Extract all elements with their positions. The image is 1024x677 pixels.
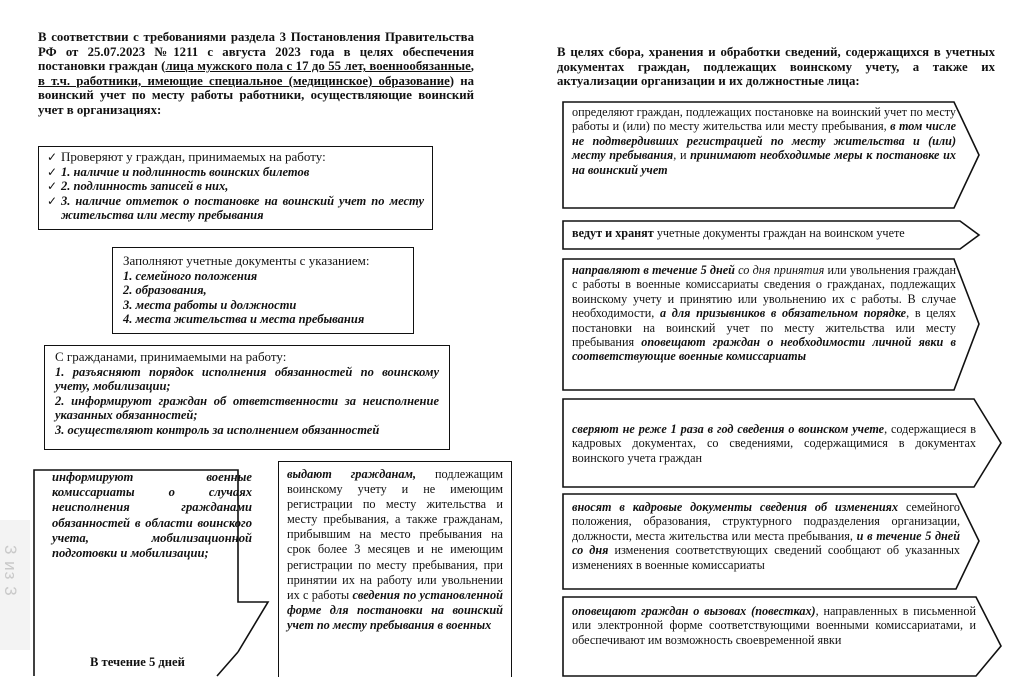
box-text bbox=[572, 226, 962, 240]
box-text bbox=[572, 604, 976, 647]
hired-item: 2. информируют граждан об ответственности за неисполнение указанных обязанностей; bbox=[55, 393, 439, 422]
check-title: Проверяют у граждан, принимаемых на работу: bbox=[61, 149, 326, 164]
hired-title: С гражданами, принимаемыми на работу: bbox=[55, 349, 287, 364]
checkmark-icon: ✓ bbox=[47, 164, 58, 179]
hired-item: 3. осуществляют контроль за исполнением обязанностей bbox=[55, 422, 380, 437]
text-emph: оповещают граждан о вызовах (повестках) bbox=[572, 604, 816, 618]
box-text bbox=[572, 263, 956, 364]
text-emph: и в течение 5 дней со дня bbox=[572, 528, 960, 558]
box-text bbox=[572, 105, 956, 177]
fill-item: 3. места работы и должности bbox=[123, 297, 297, 312]
arrow-box-notify bbox=[562, 596, 1002, 677]
arrow-box-keep bbox=[562, 220, 980, 250]
issue-body: подлежащим воинскому учету и не имеющим регистрации по месту жительства и месту пребывания, а также гражданам, прибывшим на место пребывания на срок более 3 месяцев и не имеющим регистрации по месту пребывания, при принятии их на работу или увольнении их с работы bbox=[287, 467, 503, 602]
fill-item: 1. семейного положения bbox=[123, 268, 258, 283]
text: определяют граждан, подлежащих постановке на воинский учет по месту работы и (или) по месту жительства или месту пребывания, bbox=[572, 105, 956, 134]
check-item-text: 3. наличие отметок о постановке на воинский учет по месту жительства или месту пребывания bbox=[61, 193, 424, 222]
hired-box bbox=[44, 345, 450, 450]
page-number-text: 3 из 3 bbox=[1, 545, 20, 597]
text: учетные документы граждан на воинском учете bbox=[653, 226, 905, 240]
fill-item: 4. места жительства и места пребывания bbox=[123, 312, 365, 326]
box-text bbox=[572, 422, 976, 465]
checkmark-icon: ✓ bbox=[47, 193, 58, 208]
text-emph: а для призывников в обязательном порядке bbox=[659, 306, 907, 321]
text: изменения соответствующих сведений сообщают об указанных изменениях в военные комиссариаты bbox=[572, 543, 960, 572]
text-emph: ведут и хранят bbox=[572, 226, 654, 240]
check-item bbox=[47, 179, 424, 194]
arrow-box-send bbox=[562, 258, 980, 391]
within-5-days-label: В течение 5 дней bbox=[90, 655, 185, 669]
text-emph: сверяют не реже 1 раза в год сведения о воинском учете bbox=[572, 422, 885, 436]
intro-underlined-1: лица мужского пола с 17 до 55 лет, военнообязанные bbox=[165, 59, 471, 74]
check-item bbox=[47, 165, 424, 180]
box-text bbox=[572, 500, 960, 572]
arrow-box-determine bbox=[562, 101, 980, 209]
text-emph: принимают необходимые меры к постановке их на воинский учет bbox=[572, 148, 957, 177]
left-intro bbox=[38, 30, 474, 118]
checkmark-icon: ✓ bbox=[47, 150, 58, 164]
text-emph: вносят в кадровые документы сведения об изменениях bbox=[572, 500, 899, 514]
text-italic: со дня принятия bbox=[738, 263, 825, 277]
text-emph: направляют в течение 5 дней bbox=[572, 263, 735, 277]
inform-text: информируют военные комиссариаты о случаях неисполнения гражданами обязанностей в области воинского учета, мобилизационной подготовки и мобилизации; bbox=[52, 470, 252, 561]
right-intro: В целях сбора, хранения и обработки сведений, содержащихся в учетных документах граждан, подлежащих воинскому учету, а также их актуализации организации и их должностные лица: bbox=[557, 45, 995, 89]
fill-title: Заполняют учетные документы с указанием: bbox=[123, 253, 370, 268]
check-item-text: 2. подлинность записей в них, bbox=[61, 179, 229, 193]
check-item-text: 1. наличие и подлинность воинских билетов bbox=[61, 164, 310, 179]
text: семейного положения, образования, структурного подразделения организации, должности, места жительства или места пребывания, bbox=[572, 500, 960, 543]
text: , в целях постановки на воинский учет по месту жительства или месту пребывания bbox=[572, 306, 956, 350]
arrow-box-enter bbox=[562, 493, 980, 590]
issue-tail: сведения по установленной форме для постановки на воинский учет по месту пребывания в военных bbox=[287, 587, 503, 632]
checkmark-icon: ✓ bbox=[47, 179, 58, 193]
hired-item: 1. разъясняют порядок исполнения обязанностей по воинскому учету, мобилизации; bbox=[55, 364, 439, 393]
text: , направленных в письменной или электронной форме соответствующими военными комиссариатами, и обеспечивают им возможность своевременной явки bbox=[572, 604, 976, 647]
text-emph: оповещают граждан о необходимости личной явки в соответствующие военные комиссариаты bbox=[572, 335, 956, 364]
text: , и bbox=[673, 148, 691, 163]
intro-text: В соответствии с требованиями раздела 3 Постановления Правительства РФ от 25.07.2023 №1211 с августа 2023 года в целях обеспечения постановки граждан ( bbox=[38, 30, 474, 74]
fill-box bbox=[112, 247, 414, 334]
text: , содержащиеся в кадровых документах, со сведениями, содержащимися в документах воинского учета граждан bbox=[572, 422, 976, 465]
text-emph: в том числе не подтвердивших регистрацией по месту жительства и (или) месту пребывания bbox=[572, 119, 956, 163]
text: или увольнения граждан с работы в военные комиссариаты сведения о гражданах, подлежащих воинскому учету и принятию или увольнению их с работы. В случае необходимости, bbox=[572, 263, 957, 321]
intro-text: ) на воинский учет по месту работы работники, осуществляющие воинский учет в организациях: bbox=[38, 73, 474, 117]
issue-lead: выдают гражданам, bbox=[287, 467, 417, 481]
fill-item: 2. образования, bbox=[123, 283, 207, 297]
page-number-stamp bbox=[0, 545, 22, 635]
check-box bbox=[38, 146, 433, 230]
check-item bbox=[47, 194, 424, 223]
issue-text bbox=[287, 467, 503, 633]
intro-text: , bbox=[470, 59, 474, 74]
issue-box bbox=[278, 461, 512, 677]
intro-underlined-2: в т.ч. работники, имеющие специальное (медицинское) образование bbox=[38, 73, 450, 88]
arrow-box-reconcile bbox=[562, 398, 1002, 488]
check-title-line bbox=[47, 150, 424, 165]
